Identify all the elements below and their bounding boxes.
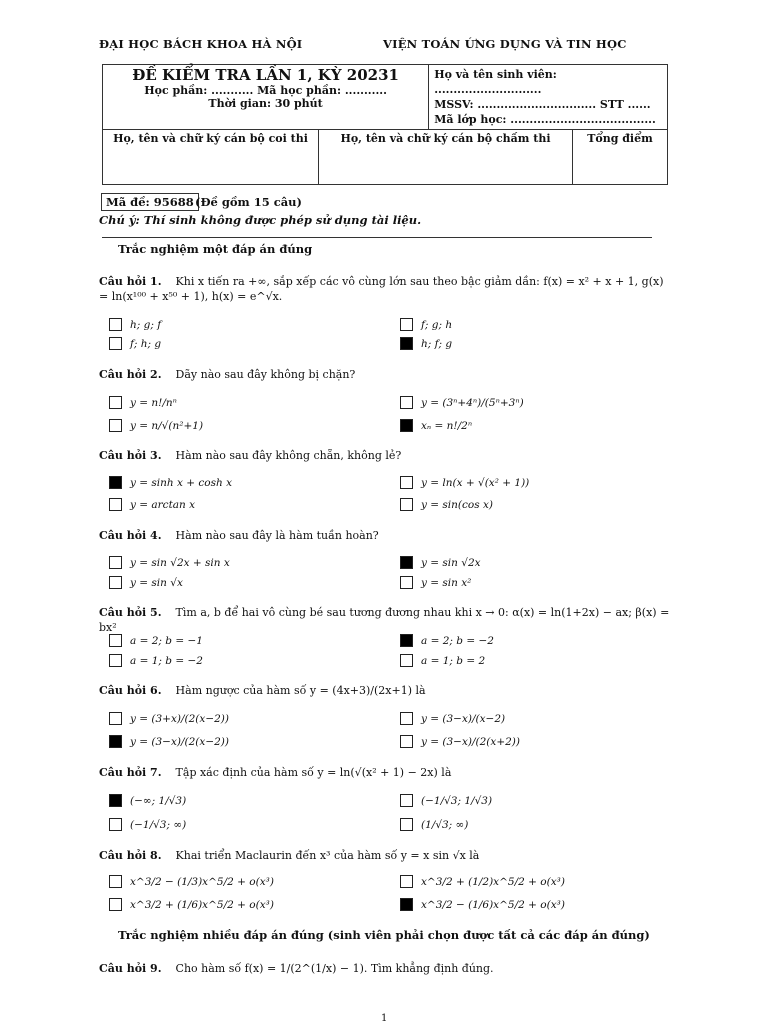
student-name-field[interactable]: Họ và tên sinh viên: ............................ xyxy=(434,68,557,96)
option-text: (1/√3; ∞) xyxy=(421,818,469,831)
option-text: y = (3−x)/(2(x+2)) xyxy=(421,735,521,748)
checkbox-checked[interactable] xyxy=(109,476,122,489)
option-3a[interactable] xyxy=(109,476,232,489)
checkbox-checked[interactable] xyxy=(400,898,413,911)
option-text: y = sin x² xyxy=(421,576,472,589)
option-text: a = 2; b = −1 xyxy=(130,634,203,647)
checkbox[interactable] xyxy=(109,337,122,350)
checkbox[interactable] xyxy=(400,498,413,511)
page-number: 1 xyxy=(381,1013,388,1024)
checkbox[interactable] xyxy=(400,396,413,409)
question-text: Tập xác định của hàm số y = ln(√(x² + 1) − 2x) là xyxy=(175,766,452,779)
option-text: h; f; g xyxy=(421,337,453,350)
option-7a[interactable] xyxy=(109,794,186,807)
question-text: Dãy nào sau đây không bị chặn? xyxy=(175,368,356,381)
option-text: y = (3−x)/(x−2) xyxy=(421,712,506,725)
class-code-field[interactable]: Mã lớp học: ...................................... xyxy=(434,113,656,126)
option-4d[interactable] xyxy=(400,576,471,589)
option-1d[interactable] xyxy=(400,337,452,350)
checkbox[interactable] xyxy=(109,318,122,331)
checkbox-checked[interactable] xyxy=(109,794,122,807)
option-7d[interactable] xyxy=(400,818,468,831)
checkbox[interactable] xyxy=(109,654,122,667)
checkbox[interactable] xyxy=(109,634,122,647)
exam-code: Mã đề: 95688 xyxy=(101,193,199,211)
checkbox[interactable] xyxy=(400,818,413,831)
checkbox[interactable] xyxy=(109,396,122,409)
question-text: Tìm a, b để hai vô cùng bé sau tương đương nhau khi x → 0: α(x) = ln(1+2x) − ax; β(x) = bx² xyxy=(99,606,670,634)
exam-count: (Đề gồm 15 câu) xyxy=(195,195,302,209)
option-text: x^3/2 − (1/3)x^5/2 + o(x³) xyxy=(130,875,274,888)
question-6 xyxy=(99,683,671,698)
option-8a[interactable] xyxy=(109,875,274,888)
option-text: x^3/2 + (1/2)x^5/2 + o(x³) xyxy=(421,875,565,888)
checkbox-checked[interactable] xyxy=(400,556,413,569)
checkbox[interactable] xyxy=(400,576,413,589)
option-text: f; g; h xyxy=(421,318,453,331)
student-info-cell xyxy=(429,65,668,130)
question-8 xyxy=(99,848,671,863)
grader-signature-cell: Họ, tên và chữ ký cán bộ chấm thi xyxy=(319,130,573,185)
checkbox[interactable] xyxy=(400,735,413,748)
option-1b[interactable] xyxy=(400,318,452,331)
institute-name: VIỆN TOÁN ỨNG DỤNG VÀ TIN HỌC xyxy=(383,37,627,51)
time-line: Thời gian: 30 phút xyxy=(208,97,323,110)
option-text: a = 2; b = −2 xyxy=(421,634,494,647)
checkbox[interactable] xyxy=(109,875,122,888)
option-text: (−1/√3; ∞) xyxy=(130,818,187,831)
question-label: Câu hỏi 6. xyxy=(99,684,162,697)
exam-note: Chú ý: Thí sinh không được phép sử dụng tài liệu. xyxy=(99,213,422,227)
option-1a[interactable] xyxy=(109,318,161,331)
option-text: y = n!/nⁿ xyxy=(130,396,177,409)
checkbox[interactable] xyxy=(400,794,413,807)
question-5 xyxy=(99,605,671,635)
option-text: y = sinh x + cosh x xyxy=(130,476,233,489)
option-7b[interactable] xyxy=(400,794,492,807)
info-table xyxy=(102,64,668,185)
option-5b[interactable] xyxy=(400,634,494,647)
question-text: Hàm ngược của hàm số y = (4x+3)/(2x+1) là xyxy=(175,684,426,697)
option-3b[interactable] xyxy=(400,476,529,489)
option-text: (−1/√3; 1/√3) xyxy=(421,794,493,807)
question-text: Khi x tiến ra +∞, sắp xếp các vô cùng lớn sau theo bậc giảm dần: f(x) = x² + x + 1, g(x) = ln(x¹⁰⁰ + x⁵⁰ + 1), h(x) = e^√x. xyxy=(99,275,664,303)
option-text: y = sin(cos x) xyxy=(421,498,493,511)
option-text: y = ln(x + √(x² + 1)) xyxy=(421,476,530,489)
checkbox[interactable] xyxy=(400,476,413,489)
question-text: Khai triển Maclaurin đến x³ của hàm số y = x sin √x là xyxy=(175,849,480,862)
university-name: ĐẠI HỌC BÁCH KHOA HÀ NỘI xyxy=(99,37,303,51)
checkbox[interactable] xyxy=(400,318,413,331)
option-4c[interactable] xyxy=(109,576,183,589)
option-2c[interactable] xyxy=(109,419,203,432)
option-6a[interactable] xyxy=(109,712,229,725)
option-text: a = 1; b = −2 xyxy=(130,654,203,667)
option-text: y = sin √2x xyxy=(421,556,481,569)
option-3c[interactable] xyxy=(109,498,195,511)
option-text: y = n/√(n²+1) xyxy=(130,419,204,432)
question-label: Câu hỏi 1. xyxy=(99,275,162,288)
option-7c[interactable] xyxy=(109,818,186,831)
option-text: y = (3−x)/(2(x−2)) xyxy=(130,735,230,748)
checkbox-checked[interactable] xyxy=(400,419,413,432)
question-text: Hàm nào sau đây là hàm tuần hoàn? xyxy=(175,529,379,542)
option-5d[interactable] xyxy=(400,654,485,667)
checkbox[interactable] xyxy=(109,898,122,911)
option-3d[interactable] xyxy=(400,498,493,511)
question-text: Cho hàm số f(x) = 1/(2^(1/x) − 1). Tìm khẳng định đúng. xyxy=(175,962,494,975)
question-1 xyxy=(99,274,671,304)
option-text: y = (3ⁿ+4ⁿ)/(5ⁿ+3ⁿ) xyxy=(421,396,524,409)
checkbox[interactable] xyxy=(109,712,122,725)
option-6b[interactable] xyxy=(400,712,505,725)
option-text: x^3/2 − (1/6)x^5/2 + o(x³) xyxy=(421,898,565,911)
section-multiple-choice: Trắc nghiệm nhiều đáp án đúng (sinh viên phải chọn được tất cả các đáp án đúng) xyxy=(118,928,650,942)
option-text: a = 1; b = 2 xyxy=(421,654,486,667)
question-label: Câu hỏi 8. xyxy=(99,849,162,862)
checkbox-checked[interactable] xyxy=(109,735,122,748)
option-text: y = sin √x xyxy=(130,576,183,589)
option-text: y = (3+x)/(2(x−2)) xyxy=(130,712,230,725)
option-8c[interactable] xyxy=(109,898,274,911)
option-text: f; h; g xyxy=(130,337,162,350)
option-6d[interactable] xyxy=(400,735,520,748)
option-text: xₙ = n!/2ⁿ xyxy=(421,419,473,432)
option-2b[interactable] xyxy=(400,396,524,409)
checkbox[interactable] xyxy=(400,654,413,667)
option-8d[interactable] xyxy=(400,898,565,911)
option-text: x^3/2 + (1/6)x^5/2 + o(x³) xyxy=(130,898,274,911)
question-label: Câu hỏi 2. xyxy=(99,368,162,381)
checkbox[interactable] xyxy=(109,818,122,831)
question-label: Câu hỏi 9. xyxy=(99,962,162,975)
checkbox[interactable] xyxy=(109,498,122,511)
option-1c[interactable] xyxy=(109,337,161,350)
question-label: Câu hỏi 4. xyxy=(99,529,162,542)
question-label: Câu hỏi 3. xyxy=(99,449,162,462)
checkbox-checked[interactable] xyxy=(400,634,413,647)
question-9 xyxy=(99,961,671,976)
option-text: y = sin √2x + sin x xyxy=(130,556,230,569)
option-2a[interactable] xyxy=(109,396,177,409)
option-6c[interactable] xyxy=(109,735,229,748)
option-8b[interactable] xyxy=(400,875,565,888)
option-5a[interactable] xyxy=(109,634,203,647)
option-text: h; g; f xyxy=(130,318,162,331)
option-text: (−∞; 1/√3) xyxy=(130,794,187,807)
exam-info-cell xyxy=(103,65,429,130)
divider xyxy=(102,237,652,238)
option-4a[interactable] xyxy=(109,556,230,569)
total-score-cell: Tổng điểm xyxy=(572,130,667,185)
question-7 xyxy=(99,765,671,780)
checkbox[interactable] xyxy=(109,576,122,589)
checkbox-checked[interactable] xyxy=(400,337,413,350)
question-2 xyxy=(99,367,671,382)
question-label: Câu hỏi 5. xyxy=(99,606,162,619)
question-4 xyxy=(99,528,671,543)
question-3 xyxy=(99,448,671,463)
mssv-field[interactable]: MSSV: ............................... STT ...... xyxy=(434,98,651,111)
checkbox[interactable] xyxy=(400,712,413,725)
option-4b[interactable] xyxy=(400,556,481,569)
checkbox[interactable] xyxy=(109,419,122,432)
question-label: Câu hỏi 7. xyxy=(99,766,162,779)
option-5c[interactable] xyxy=(109,654,203,667)
option-text: y = arctan x xyxy=(130,498,196,511)
course-line: Học phần: ........... Mã học phần: ........... xyxy=(144,84,387,97)
section-single-choice: Trắc nghiệm một đáp án đúng xyxy=(118,242,313,256)
checkbox[interactable] xyxy=(109,556,122,569)
question-text: Hàm nào sau đây không chẵn, không lẻ? xyxy=(175,449,402,462)
proctor-signature-cell: Họ, tên và chữ ký cán bộ coi thi xyxy=(103,130,319,185)
exam-title: ĐỀ KIỂM TRA LẦN 1, KỲ 20231 xyxy=(132,66,399,84)
checkbox[interactable] xyxy=(400,875,413,888)
option-2d[interactable] xyxy=(400,419,472,432)
